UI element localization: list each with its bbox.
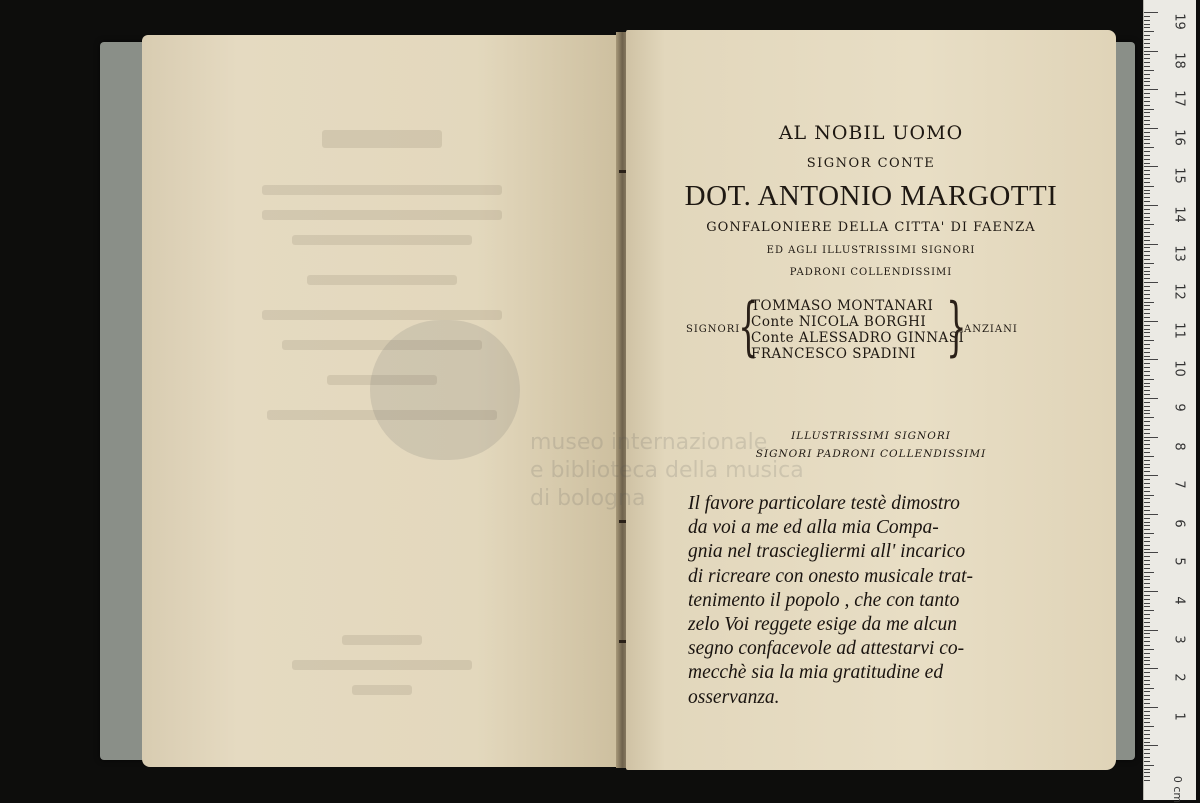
ruler-tick (1144, 522, 1150, 523)
ruler-tick (1144, 186, 1154, 187)
left-brace: { (738, 290, 759, 364)
ruler-tick (1144, 305, 1150, 306)
ruler-unit: 0 cm (1171, 775, 1185, 803)
ruler-tick (1144, 213, 1150, 214)
ruler-tick (1144, 417, 1154, 418)
ruler-tick (1144, 78, 1150, 79)
ruler-tick (1144, 467, 1150, 468)
ruler-tick (1144, 228, 1150, 229)
ruler-tick (1144, 255, 1150, 256)
ruler-tick (1144, 437, 1158, 438)
ruler-tick (1144, 653, 1150, 654)
ruler-tick (1144, 498, 1150, 499)
ruler-tick (1144, 440, 1150, 441)
ruler-tick (1144, 309, 1150, 310)
ruler-tick (1144, 745, 1158, 746)
ruler-tick (1144, 66, 1150, 67)
ruler-tick (1144, 703, 1150, 704)
dedication-title: SIGNOR CONTE (806, 156, 936, 171)
ruler-tick (1144, 514, 1158, 515)
ruler-tick (1144, 649, 1154, 650)
ruler-tick (1144, 579, 1150, 580)
ruler-tick (1144, 290, 1150, 291)
ruler-number: 12 (1171, 283, 1187, 300)
list-item: TOMMASO MONTANARI (751, 298, 934, 314)
ruler-tick (1144, 371, 1150, 372)
ruler-tick (1144, 626, 1150, 627)
ruler-tick (1144, 398, 1158, 399)
ruler-tick (1144, 722, 1150, 723)
list-item: Conte NICOLA BORGHI (751, 314, 927, 330)
ruler-tick (1144, 24, 1150, 25)
body-line: mecchè sia la mia gratitudine ed (688, 662, 944, 684)
ruler-tick (1144, 93, 1150, 94)
watermark-text: e biblioteca della musica (530, 458, 804, 483)
ruler-number: 9 (1171, 403, 1187, 412)
ruler-tick (1144, 560, 1150, 561)
ruler-number: 7 (1171, 480, 1187, 489)
watermark-text: museo internazionale (530, 430, 768, 455)
ruler-number: 11 (1171, 322, 1187, 339)
ruler-tick (1144, 116, 1150, 117)
ruler-number: 1 (1171, 712, 1187, 721)
ruler-tick (1144, 475, 1158, 476)
ruler-tick (1144, 109, 1154, 110)
ruler-tick (1144, 479, 1150, 480)
ruler-tick (1144, 495, 1154, 496)
ruler-tick (1144, 70, 1154, 71)
ruler-tick (1144, 757, 1150, 758)
ruler-tick (1144, 120, 1150, 121)
ruler-tick (1144, 263, 1154, 264)
ruler-tick (1144, 251, 1150, 252)
ruler-number: 18 (1171, 51, 1187, 69)
ruler-tick (1144, 525, 1150, 526)
ruler-tick (1144, 182, 1150, 183)
ruler-tick (1144, 166, 1158, 167)
ruler-tick (1144, 12, 1158, 13)
ruler-tick (1144, 749, 1150, 750)
ruler-number: 16 (1171, 129, 1187, 146)
dedication-body (688, 492, 1068, 710)
ruler-number: 4 (1171, 596, 1187, 605)
ruler-tick (1144, 406, 1150, 407)
watermark-logo-icon (370, 320, 520, 460)
list-item: FRANCESCO SPADINI (751, 346, 916, 362)
ruler-tick (1144, 429, 1150, 430)
ruler-tick (1144, 738, 1150, 739)
ruler-tick (1144, 325, 1150, 326)
ruler-tick (1144, 174, 1150, 175)
ruler-tick (1144, 761, 1150, 762)
ruler-tick (1144, 170, 1150, 171)
ruler-tick (1144, 568, 1150, 569)
ruler-tick (1144, 16, 1150, 17)
ruler-tick (1144, 506, 1150, 507)
ruler-tick (1144, 39, 1150, 40)
ruler-tick (1144, 444, 1150, 445)
ruler-tick (1144, 386, 1150, 387)
ruler-tick (1144, 136, 1150, 137)
ruler-tick (1144, 452, 1150, 453)
ruler-tick (1144, 413, 1150, 414)
ruler-number: 3 (1171, 634, 1187, 644)
ruler-tick (1144, 244, 1158, 245)
ruler-tick (1144, 294, 1150, 295)
ruler-tick (1144, 711, 1150, 712)
ruler-tick (1144, 556, 1150, 557)
ruler-number: 10 (1171, 360, 1187, 378)
ruler-tick (1144, 780, 1150, 781)
ruler-tick (1144, 776, 1150, 777)
ruler-tick (1144, 359, 1158, 360)
ruler-tick (1144, 421, 1150, 422)
ruler-tick (1144, 274, 1150, 275)
list-item: Conte ALESSADRO GINNASI (751, 330, 965, 346)
ruler-tick (1144, 753, 1150, 754)
ruler-tick (1144, 329, 1150, 330)
ruler-tick (1144, 734, 1150, 735)
ruler-tick (1144, 622, 1150, 623)
ruler-number: 6 (1171, 519, 1187, 528)
ruler-tick (1144, 545, 1150, 546)
ruler-tick (1144, 660, 1150, 661)
ruler-tick (1144, 533, 1154, 534)
ruler-tick (1144, 460, 1150, 461)
ruler-tick (1144, 259, 1150, 260)
ruler-number: 2 (1171, 673, 1187, 682)
watermark-text: di bologna (530, 486, 646, 511)
ruler-tick (1144, 159, 1150, 160)
ruler-tick (1144, 97, 1150, 98)
ruler-tick (1144, 394, 1150, 395)
ruler-tick (1144, 614, 1150, 615)
ruler-tick (1144, 35, 1150, 36)
signori-label: SIGNORI (686, 324, 741, 335)
anziani-label: ANZIANI (964, 324, 1018, 335)
ruler-tick (1144, 163, 1150, 164)
names-list (751, 290, 967, 364)
ruler-tick (1144, 518, 1150, 519)
ruler-tick (1144, 190, 1150, 191)
ruler-tick (1144, 321, 1158, 322)
ruler-tick (1144, 247, 1150, 248)
ruler-tick (1144, 487, 1150, 488)
ruler-tick (1144, 101, 1150, 102)
dedicatee-name: DOT. ANTONIO MARGOTTI (684, 180, 1058, 212)
ruler-tick (1144, 352, 1150, 353)
body-line: tenimento il popolo , che con tanto (688, 589, 960, 611)
right-brace: } (946, 290, 967, 364)
body-line: osservanza. (688, 686, 780, 708)
ruler-tick (1144, 356, 1150, 357)
ruler-tick (1144, 572, 1154, 573)
ruler-tick (1144, 47, 1150, 48)
ruler-tick (1144, 510, 1150, 511)
ruler-tick (1144, 529, 1150, 530)
ruler-tick (1144, 139, 1150, 140)
ruler-tick (1144, 220, 1150, 221)
ruler-tick (1144, 541, 1150, 542)
ruler-tick (1144, 688, 1154, 689)
ruler-tick (1144, 375, 1150, 376)
ruler-tick (1144, 132, 1150, 133)
dedication-line: PADRONI COLLENDISSIMI (789, 267, 953, 278)
ruler-tick (1144, 618, 1150, 619)
body-line: Il favore particolare testè dimostro (688, 493, 960, 514)
ruler-tick (1144, 62, 1150, 63)
salutation: ILLUSTRISSIMI SIGNORI (791, 430, 951, 442)
ruler-tick (1144, 286, 1150, 287)
ruler-tick (1144, 606, 1150, 607)
body-line: di ricreare con onesto musicale trat- (688, 565, 974, 587)
ruler-tick (1144, 637, 1150, 638)
ruler-tick (1144, 340, 1154, 341)
ruler-tick (1144, 344, 1150, 345)
ruler-number: 13 (1171, 244, 1187, 262)
ruler-tick (1144, 672, 1150, 673)
ruler-tick (1144, 209, 1150, 210)
ruler-tick (1144, 298, 1150, 299)
ruler-tick (1144, 549, 1150, 550)
ruler-tick (1144, 317, 1150, 318)
ruler-tick (1144, 217, 1150, 218)
ruler-tick (1144, 332, 1150, 333)
ruler-tick (1144, 587, 1150, 588)
ruler-tick (1144, 730, 1150, 731)
ruler-tick (1144, 271, 1150, 272)
ruler-tick (1144, 726, 1154, 727)
ruler-tick (1144, 348, 1150, 349)
ruler-tick (1144, 383, 1150, 384)
ruler-tick (1144, 742, 1150, 743)
ruler-tick (1144, 464, 1150, 465)
body-line: da voi a me ed alla mia Compa- (688, 517, 939, 539)
ruler-number: 19 (1171, 13, 1187, 30)
ruler-tick (1144, 143, 1150, 144)
ruler-tick (1144, 599, 1150, 600)
ruler-number: 8 (1171, 441, 1187, 451)
ruler-tick (1144, 564, 1150, 565)
anziani-list (686, 290, 1066, 366)
ruler-tick (1144, 363, 1150, 364)
ruler-tick (1144, 105, 1150, 106)
ruler-tick (1144, 664, 1150, 665)
ruler-tick (1144, 27, 1150, 28)
ruler-tick (1144, 54, 1150, 55)
ruler-tick (1144, 402, 1150, 403)
ruler-tick (1144, 336, 1150, 337)
dedication-heading: AL NOBIL UOMO (778, 122, 964, 144)
ruler-tick (1144, 201, 1150, 202)
body-line: segno confacevole ad attestarvi co- (688, 638, 965, 660)
ruler-tick (1144, 583, 1150, 584)
ruler-tick (1144, 699, 1150, 700)
ruler-tick (1144, 641, 1150, 642)
ruler-tick (1144, 112, 1150, 113)
ruler-number: 14 (1171, 206, 1187, 223)
ruler-tick (1144, 765, 1154, 766)
ruler-tick (1144, 240, 1150, 241)
ruler-tick (1144, 684, 1150, 685)
dedicatee-office: GONFALONIERE DELLA CITTA' DI FAENZA (706, 220, 1036, 235)
dedication-line: ED AGLI ILLUSTRISSIMI SIGNORI (766, 245, 976, 256)
ruler-tick (1144, 410, 1150, 411)
scale-ruler (1143, 0, 1196, 803)
ruler-tick (1144, 43, 1150, 44)
ruler-tick (1144, 448, 1150, 449)
ruler-tick (1144, 610, 1154, 611)
ruler-tick (1144, 74, 1150, 75)
ruler-tick (1144, 691, 1150, 692)
ruler-tick (1144, 676, 1150, 677)
ruler-tick (1144, 224, 1154, 225)
ruler-tick (1144, 124, 1150, 125)
ruler-tick (1144, 278, 1150, 279)
ruler-tick (1144, 31, 1154, 32)
ruler-tick (1144, 630, 1158, 631)
ruler-tick (1144, 51, 1158, 52)
ruler-tick (1144, 151, 1150, 152)
salutation: SIGNORI PADRONI COLLENDISSIMI (755, 448, 987, 460)
ruler-tick (1144, 89, 1158, 90)
ruler-tick (1144, 483, 1150, 484)
ruler-tick (1144, 772, 1150, 773)
ruler-tick (1144, 282, 1158, 283)
ruler-number: 17 (1171, 90, 1187, 107)
ruler-tick (1144, 633, 1150, 634)
body-line: gnia nel trasciegliermi all' incarico (688, 541, 966, 563)
ruler-number: 5 (1171, 557, 1187, 567)
ruler-tick (1144, 85, 1150, 86)
ruler-tick (1144, 668, 1158, 669)
ruler-tick (1144, 552, 1158, 553)
ruler-tick (1144, 537, 1150, 538)
ruler-tick (1144, 595, 1150, 596)
ruler-tick (1144, 657, 1150, 658)
ruler-tick (1144, 718, 1150, 719)
ruler-tick (1144, 197, 1150, 198)
ruler-tick (1144, 81, 1150, 82)
ruler-tick (1144, 313, 1150, 314)
ruler-tick (1144, 193, 1150, 194)
ruler-tick (1144, 502, 1150, 503)
body-line: zelo Voi reggete esige da me alcun (688, 614, 957, 636)
ruler-tick (1144, 715, 1150, 716)
ruler-tick (1144, 147, 1154, 148)
ruler-tick (1144, 769, 1150, 770)
ruler-tick (1144, 591, 1158, 592)
ruler-tick (1144, 680, 1150, 681)
ruler-tick (1144, 128, 1158, 129)
ruler-tick (1144, 425, 1150, 426)
ruler-tick (1144, 707, 1158, 708)
ruler-number: 15 (1171, 167, 1187, 185)
ruler-tick (1144, 603, 1150, 604)
ruler-tick (1144, 471, 1150, 472)
ruler-tick (1144, 367, 1150, 368)
ruler-tick (1144, 205, 1158, 206)
ruler-tick (1144, 433, 1150, 434)
ruler-tick (1144, 695, 1150, 696)
ruler-tick (1144, 155, 1150, 156)
ruler-tick (1144, 302, 1154, 303)
ruler-tick (1144, 379, 1154, 380)
ruler-tick (1144, 267, 1150, 268)
ruler-tick (1144, 232, 1150, 233)
ruler-tick (1144, 491, 1150, 492)
ruler-tick (1144, 178, 1150, 179)
ruler-tick (1144, 576, 1150, 577)
ruler-tick (1144, 645, 1150, 646)
ruler-tick (1144, 236, 1150, 237)
ruler-tick (1144, 20, 1150, 21)
ruler-tick (1144, 390, 1150, 391)
ruler-tick (1144, 456, 1154, 457)
ruler-tick (1144, 58, 1150, 59)
